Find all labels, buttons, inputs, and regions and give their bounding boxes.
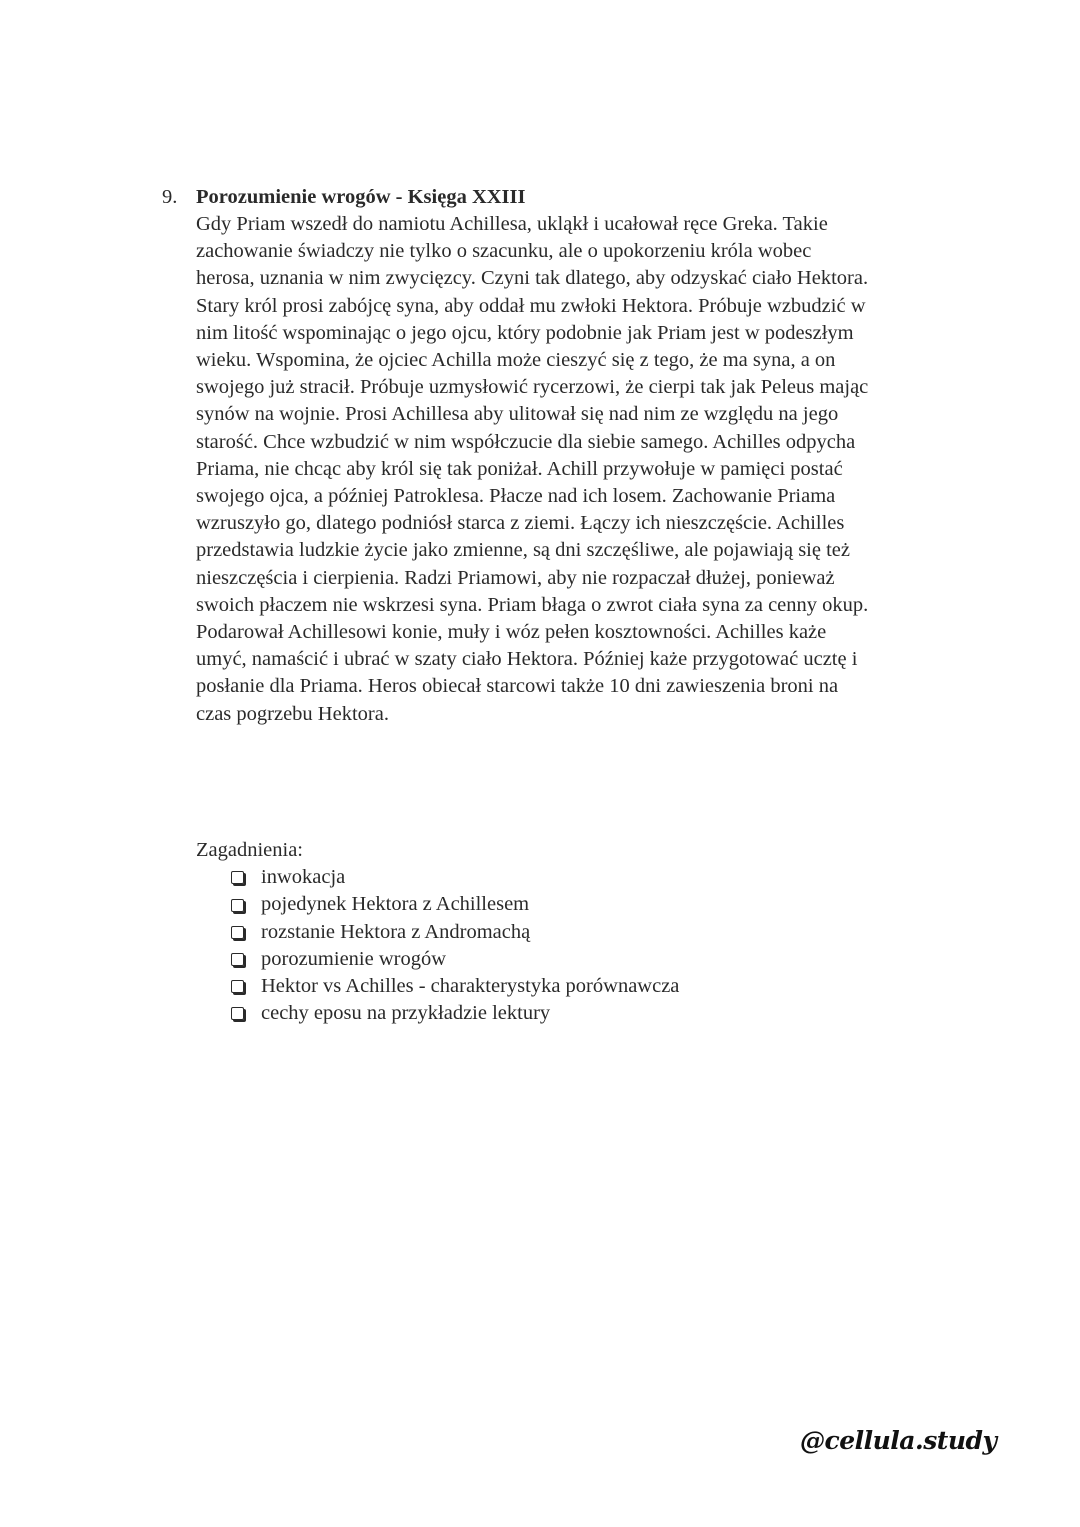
body-line: zachowanie świadczy nie tylko o szacunku, ale o upokorzeniu króla wobec bbox=[196, 240, 812, 263]
signature-watermark: @cellula.study bbox=[800, 1426, 997, 1455]
checkbox-icon[interactable] bbox=[231, 980, 244, 993]
checkbox-icon[interactable] bbox=[231, 926, 244, 939]
checkbox-icon[interactable] bbox=[231, 871, 244, 884]
list-item bbox=[231, 919, 679, 946]
list-item bbox=[231, 891, 679, 918]
section-body bbox=[196, 211, 966, 728]
body-line: swojego ojca, a później Patroklesa. Płacze nad ich losem. Zachowanie Priama bbox=[196, 485, 836, 508]
body-line: swoich płaczem nie wskrzesi syna. Priam błaga o zwrot ciała syna za cenny okup. bbox=[196, 593, 869, 616]
topic-label: pojedynek Hektora z Achillesem bbox=[261, 893, 530, 916]
section-9 bbox=[162, 184, 962, 728]
topic-label: Hektor vs Achilles - charakterystyka porównawcza bbox=[261, 975, 680, 998]
body-line: umyć, namaścić i ubrać w szaty ciało Hektora. Później każe przygotować ucztę i bbox=[196, 648, 858, 671]
checkbox-icon[interactable] bbox=[231, 1007, 244, 1020]
body-line: czas pogrzebu Hektora. bbox=[196, 702, 389, 725]
section-title: Porozumienie wrogów - Księga XXIII bbox=[196, 186, 526, 208]
body-line: wzruszyło go, dlatego podniósł starca z ziemi. Łączy ich nieszczęście. Achilles bbox=[196, 512, 845, 535]
body-line: przedstawia ludzkie życie jako zmienne, są dni szczęśliwe, ale pojawiają się też bbox=[196, 539, 850, 562]
topic-label: inwokacja bbox=[261, 866, 346, 889]
section-number: 9. bbox=[162, 186, 178, 208]
list-item bbox=[231, 973, 679, 1000]
body-line: synów na wojnie. Prosi Achillesa aby ulitował się nad nim ze względu na jego bbox=[196, 403, 839, 426]
topic-label: rozstanie Hektora z Andromachą bbox=[261, 920, 531, 943]
body-line: Stary król prosi zabójcę syna, aby oddał mu zwłoki Hektora. Próbuje wzbudzić w bbox=[196, 294, 866, 317]
topic-label: porozumienie wrogów bbox=[261, 947, 447, 970]
body-line: wieku. Wspomina, że ojciec Achilla może cieszyć się z tego, że ma syna, a on bbox=[196, 349, 836, 372]
topics-section bbox=[196, 837, 679, 1027]
body-line: posłanie dla Priama. Heros obiecał starcowi także 10 dni zawieszenia broni na bbox=[196, 675, 839, 698]
list-item bbox=[231, 1000, 679, 1027]
section-heading bbox=[162, 184, 962, 211]
list-item bbox=[231, 864, 679, 891]
checkbox-icon[interactable] bbox=[231, 899, 244, 912]
body-line: nim litość wspominając o jego ojcu, który podobnie jak Priam jest w podeszłym bbox=[196, 321, 854, 344]
body-line: starość. Chce wzbudzić w nim współczucie dla siebie samego. Achilles odpycha bbox=[196, 430, 856, 453]
topic-label: cechy eposu na przykładzie lektury bbox=[261, 1002, 551, 1025]
list-item bbox=[231, 946, 679, 973]
body-line: herosa, uznania w nim zwycięzcy. Czyni tak dlatego, aby odzyskać ciało Hektora. bbox=[196, 267, 869, 290]
topics-label: Zagadnienia: bbox=[196, 839, 304, 861]
body-line: Priama, nie chcąc aby król się tak poniżał. Achill przywołuje w pamięci postać bbox=[196, 457, 843, 480]
body-line: swojego już stracił. Próbuje uzmysłowić rycerzowi, że cierpi tak jak Peleus mając bbox=[196, 376, 869, 399]
body-line: nieszczęścia i cierpienia. Radzi Priamowi, aby nie rozpaczał dłużej, ponieważ bbox=[196, 566, 835, 589]
body-line: Gdy Priam wszedł do namiotu Achillesa, ukląkł i ucałował ręce Greka. Takie bbox=[196, 213, 828, 235]
checkbox-icon[interactable] bbox=[231, 953, 244, 966]
topics-list bbox=[196, 864, 679, 1027]
body-line: Podarował Achillesowi konie, muły i wóz pełen kosztowności. Achilles każe bbox=[196, 621, 827, 644]
